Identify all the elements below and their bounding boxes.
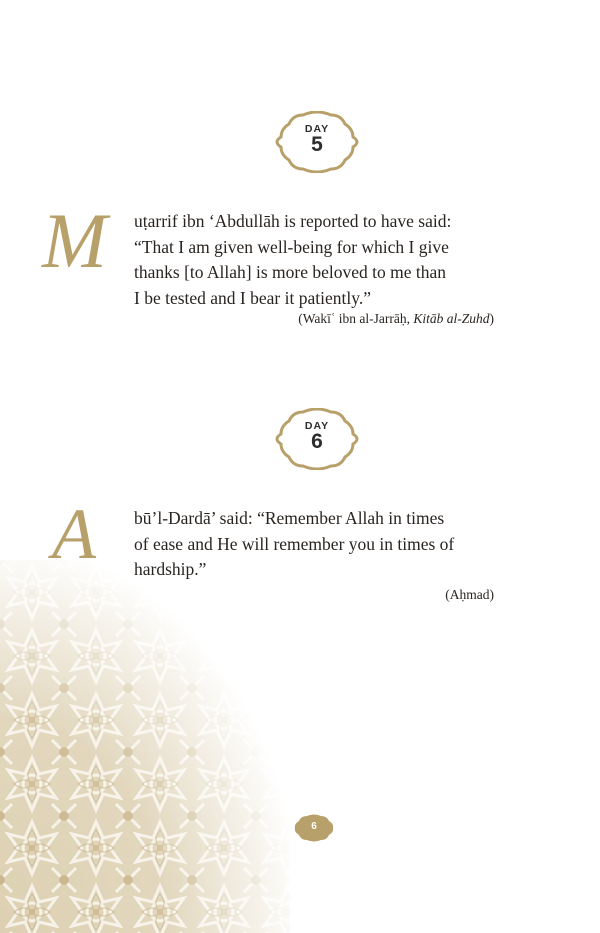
quote-line: “That I am given well-being for which I give (134, 236, 449, 257)
drop-cap: A (52, 494, 96, 574)
quote-text (134, 209, 499, 311)
quote-line: uṭarrif ibn ‘Abdullāh is reported to have said: (134, 211, 452, 231)
quote-text (134, 506, 499, 583)
quote-line: of ease and He will remember you in times of (134, 533, 455, 554)
source-prefix: (Wakīʿ ibn al-Jarrāḥ, (298, 311, 414, 326)
quote-line: bū’l-Dardā’ said: “Remember Allah in times (134, 508, 445, 528)
day-badge (273, 408, 361, 470)
day-number: 5 (311, 133, 323, 156)
day-label: DAY (304, 420, 330, 432)
day-number: 6 (311, 430, 323, 453)
page-number: 6 (311, 821, 317, 832)
day-label: DAY (304, 123, 330, 135)
quote-source: (Aḥmad) (445, 587, 494, 602)
quote-line: thanks [to Allah] is more beloved to me than (134, 262, 447, 282)
quote-line: hardship.” (134, 559, 207, 579)
arabesque-corner-pattern (0, 560, 290, 933)
quote-line: I be tested and I bear it patiently.” (134, 287, 371, 308)
source-title: Kitāb al-Zuhd (413, 311, 490, 326)
drop-cap: M (42, 197, 107, 284)
page-number-badge (293, 814, 335, 842)
source-suffix: ) (489, 311, 494, 326)
day-badge (273, 111, 361, 173)
quote-source (298, 311, 494, 327)
